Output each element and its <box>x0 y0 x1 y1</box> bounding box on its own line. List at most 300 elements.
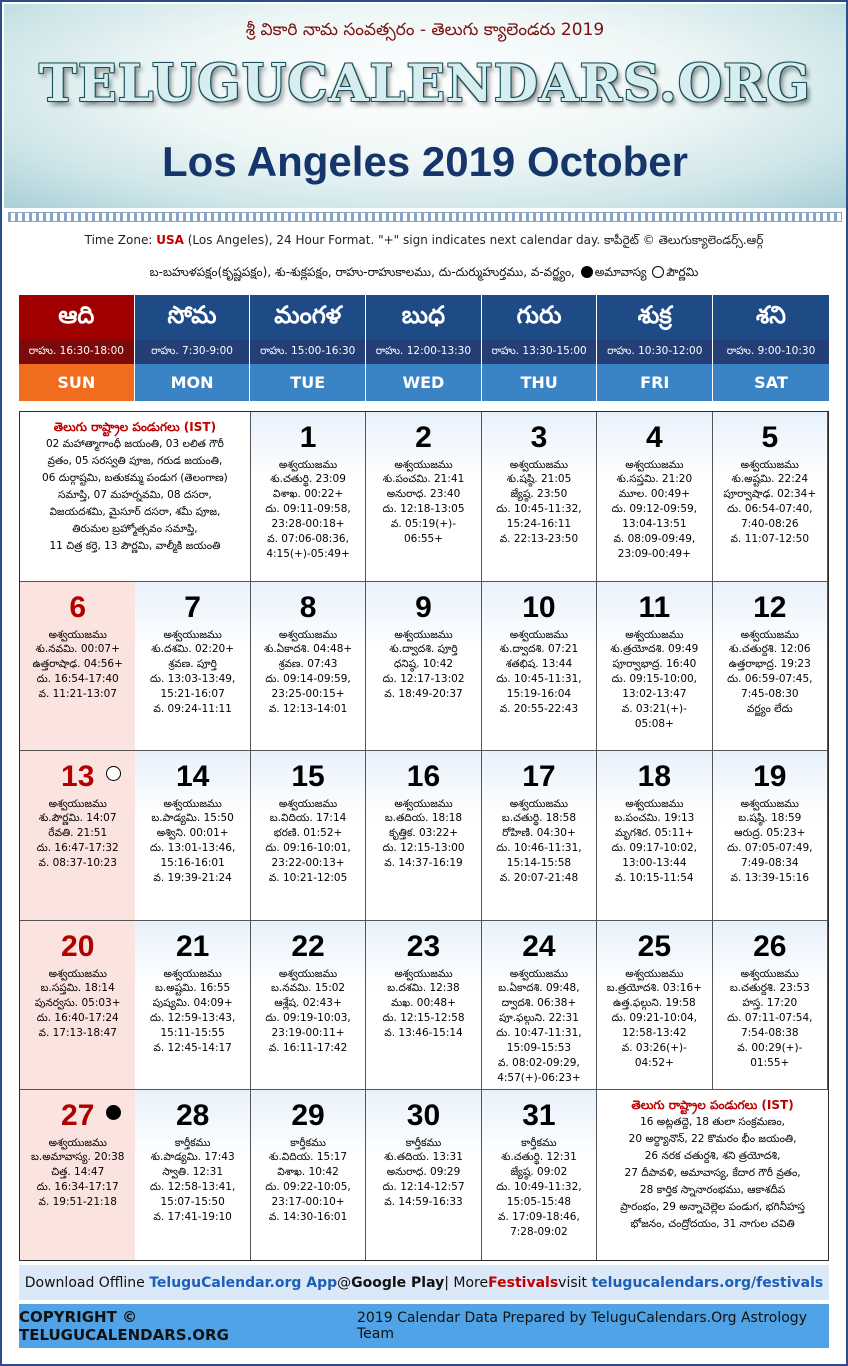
panchang-line: వ. 18:49-20:37 <box>384 687 463 700</box>
panchang-line: దు. 09:22-10:05, <box>265 1181 351 1194</box>
lunar-month: అశ్వయుజము <box>740 459 799 471</box>
date-cell[interactable] <box>713 582 828 752</box>
weekday-header-tue <box>250 295 366 401</box>
abbreviation-legend <box>2 265 846 282</box>
weekday-telugu: సోమ <box>135 295 250 340</box>
panchang-line: 01:55+ <box>750 1056 790 1069</box>
date-number: 20 <box>61 929 95 963</box>
date-number: 22 <box>291 929 325 963</box>
download-bar <box>19 1265 829 1300</box>
weekday-header-row <box>19 295 829 401</box>
panchang-line: 4:15(+)-05:49+ <box>266 548 350 560</box>
panchang-line: రోహిణి. 04:30+ <box>502 827 576 840</box>
date-number: 25 <box>637 929 672 963</box>
download-text: Download Offline <box>24 1274 145 1291</box>
panchang-line: శు.ఏకాదశి. 04:48+ <box>263 642 353 655</box>
panchang-line: దు. 12:15-13:00 <box>382 842 465 855</box>
panchang-line: శు.అష్టమి. 22:24 <box>731 473 809 485</box>
panchang-line: వ. 07:06-08:36, <box>267 533 349 545</box>
date-cell[interactable] <box>597 412 712 582</box>
date-number: 10 <box>522 590 556 624</box>
panchang-line: బ.షష్ఠి. 18:59 <box>738 812 802 825</box>
panchang-line: వ. 14:37-16:19 <box>384 857 463 870</box>
lunar-month: అశ్వయుజము <box>625 967 684 980</box>
panchang-line: బ.తదియ. 18:18 <box>384 812 463 825</box>
timezone-country: USA <box>156 233 184 247</box>
lunar-month: అశ్వయుజము <box>625 628 684 641</box>
panchang-line: శు.ద్వాదశి. 07:21 <box>499 642 579 655</box>
weekday-rahu: రాహు. 15:00-16:30 <box>250 340 365 364</box>
panchang-line: శు.సప్తమి. 21:20 <box>616 473 693 485</box>
panchang-line: వ. 08:02-09:29, <box>498 1056 580 1069</box>
date-cell[interactable] <box>251 751 366 921</box>
weekday-rahu: రాహు. 16:30-18:00 <box>19 340 134 364</box>
panchang-line: పునర్వసు. 05:03+ <box>34 996 121 1009</box>
panchang-line: స్వాతి. 12:31 <box>162 1166 224 1179</box>
weekday-english: FRI <box>597 364 712 401</box>
festival-box <box>20 412 250 561</box>
panchang-line: దు. 12:17-13:02 <box>382 672 465 685</box>
panchang-line: 15:16-16:01 <box>160 857 225 870</box>
festival-list-top <box>20 412 251 582</box>
panchang-line: దు. 06:54-07:40, <box>727 503 813 515</box>
lunar-month: అశ్వయుజము <box>278 967 338 980</box>
festival-line: 06 దుర్గాష్టమి, బతుకమ్మ పండుగ (తెలంగాణ) <box>42 472 228 484</box>
panchang-line: బ.నవమి. 15:02 <box>271 981 346 994</box>
panchang-line: బ.విదియ. 17:14 <box>269 812 347 825</box>
lunar-month: అశ్వయుజము <box>394 459 453 471</box>
weekday-telugu: శుక్ర <box>597 295 712 340</box>
lunar-month: అశ్వయుజము <box>278 628 338 641</box>
panchang-line: 06:55+ <box>403 533 444 545</box>
panchang-line: వ. 03:26(+)- <box>621 1041 687 1054</box>
panchang-line: బ.పాడ్యమి. 15:50 <box>151 812 234 825</box>
festival-title: తెలుగు రాష్ట్రాల పండుగలు (IST) <box>53 420 217 434</box>
panchang-line: 7:54-08:38 <box>740 1026 799 1039</box>
date-cell[interactable] <box>482 582 597 752</box>
legend-full-moon: పౌర్ణమి <box>666 265 699 279</box>
date-number: 23 <box>406 929 441 963</box>
lunar-month: కార్తీకము <box>405 1137 442 1150</box>
date-cell[interactable] <box>135 1090 250 1260</box>
panchang-line: వ. 13:39-15:16 <box>730 872 809 885</box>
date-number: 5 <box>761 421 779 454</box>
date-cell[interactable] <box>366 1090 481 1260</box>
panchang-line: వ. 17:09-18:46, <box>498 1211 580 1224</box>
panchang-line: దు. 10:49-11:32, <box>496 1181 582 1194</box>
lunar-month: అశ్వయుజము <box>394 798 453 811</box>
panchang-line: 7:45-08:30 <box>740 687 799 700</box>
panchang-line: శ్రవణ. 07:43 <box>278 657 338 670</box>
lunar-month: అశ్వయుజము <box>48 1137 107 1150</box>
date-cell[interactable] <box>135 751 250 921</box>
lunar-month: కార్తీకము <box>174 1137 211 1150</box>
panchang-line: శ్రవణ. పూర్తి <box>168 657 217 670</box>
panchang-line: దు. 09:19-10:03, <box>265 1011 351 1024</box>
new-moon-icon <box>581 266 593 278</box>
date-number: 27 <box>61 1099 95 1133</box>
panchang-line: వ. 16:11-17:42 <box>268 1041 348 1054</box>
festival-line: 16 అట్లతద్దె, 18 తులా సంక్రమణం, <box>640 1116 786 1129</box>
festivals-link[interactable]: Festivals <box>488 1274 559 1291</box>
panchang-line: అనురాధ. 09:29 <box>386 1166 461 1179</box>
lunar-month: అశ్వయుజము <box>740 628 799 641</box>
year-line: శ్రీ వికారి నామ సంవత్సరం - తెలుగు క్యాలెండరు 2019 <box>245 20 605 40</box>
panchang-line: శు.పంచమి. 21:41 <box>382 473 465 485</box>
date-cell[interactable] <box>366 751 481 921</box>
panchang-line: వ. 08:37-10:23 <box>38 857 117 870</box>
date-number: 7 <box>184 590 201 624</box>
panchang-line: వ. 19:51-21:18 <box>38 1196 117 1209</box>
panchang-line: దు. 10:46-11:31, <box>496 842 582 855</box>
panchang-line: 15:11-15:55 <box>160 1026 225 1039</box>
panchang-line: దు. 10:45-11:31, <box>496 672 582 685</box>
panchang-line: వ. 19:39-21:24 <box>153 872 232 885</box>
weekday-telugu: మంగళ <box>250 295 365 340</box>
panchang-line: వ. 17:41-19:10 <box>153 1211 232 1224</box>
full-moon-icon <box>652 266 664 278</box>
panchang-line: పూర్వాభాద్ర. 16:40 <box>612 657 697 670</box>
lunar-month: అశ్వయుజము <box>509 798 569 811</box>
date-cell[interactable] <box>366 582 481 752</box>
weekday-header-thu <box>482 295 598 401</box>
panchang-line: అనురాధ. 23:40 <box>386 488 461 500</box>
panchang-line: బ.అష్టమి. 16:55 <box>155 981 231 994</box>
timezone-rest: (Los Angeles), 24 Hour Format. "+" sign indicates next calendar day. కాపీరైట్ © తెలుగుక్యాలెండర్స్.ఆర్గ్ <box>183 233 764 247</box>
date-cell[interactable] <box>20 751 135 921</box>
panchang-line: మఖ. 00:48+ <box>391 996 456 1009</box>
panchang-line: దు. 06:59-07:45, <box>727 672 813 685</box>
weekday-header-sat <box>713 295 829 401</box>
panchang-line: 12:58-13:42 <box>622 1026 687 1039</box>
panchang-line: ఉత్తరాషాఢ. 04:56+ <box>32 657 123 670</box>
date-number: 26 <box>753 929 787 963</box>
weekday-rahu: రాహు. 10:30-12:00 <box>597 340 712 364</box>
prepared-by-text: 2019 Calendar Data Prepared by TeluguCalendars.Org Astrology Team <box>357 1310 807 1342</box>
copyright-bar <box>19 1304 829 1348</box>
lunar-month: అశ్వయుజము <box>278 798 338 811</box>
panchang-line: 15:05-15:48 <box>506 1196 572 1209</box>
panchang-line: శు.దశమి. 02:20+ <box>151 642 235 655</box>
visit-text: visit <box>558 1274 588 1291</box>
panchang-line: శు.ద్వాదశి. పూర్తి <box>389 642 458 655</box>
decorative-divider <box>8 212 842 222</box>
festival-box <box>597 1090 828 1239</box>
lunar-month: అశ్వయుజము <box>163 628 222 641</box>
date-cell[interactable] <box>597 582 712 752</box>
panchang-line: దు. 12:58-13:41, <box>149 1181 236 1194</box>
page-title: Los Angeles 2019 October <box>162 138 688 185</box>
panchang-line: శు.నవమి. 00:07+ <box>35 642 120 655</box>
panchang-line: 7:40-08:26 <box>740 518 799 530</box>
festival-line: 28 కార్తిక స్నానారంభము, ఆకాశదీప <box>639 1184 786 1197</box>
panchang-line: హస్త. 17:20 <box>742 996 798 1009</box>
panchang-line: అశ్విని. 00:01+ <box>156 827 229 840</box>
panchang-line: పూ.ఫల్గుని. 22:31 <box>498 1011 579 1024</box>
festival-line: 26 నరక చతుర్దశి, శని త్రయోదశి, <box>644 1150 781 1163</box>
lunar-month: అశ్వయుజము <box>278 459 338 471</box>
lunar-month: అశ్వయుజము <box>394 967 453 980</box>
weekday-rahu: రాహు. 9:00-10:30 <box>713 340 829 364</box>
panchang-line: విశాఖ. 10:42 <box>277 1166 339 1179</box>
lunar-month: అశ్వయుజము <box>48 628 107 641</box>
date-number: 24 <box>522 929 556 963</box>
panchang-line: పుష్యమి. 04:09+ <box>152 996 233 1009</box>
panchang-line: దు. 10:45-11:32, <box>496 503 582 515</box>
panchang-line: దు. 09:16-10:01, <box>265 842 351 855</box>
date-number: 21 <box>175 929 210 963</box>
panchang-line: బ.పంచమి. 19:13 <box>614 812 695 825</box>
festival-line: వ్రతం, 05 సరస్వతి పూజ, గరుడ జయంతి, <box>47 455 223 467</box>
festivals-url-link[interactable]: telugucalendars.org/festivals <box>591 1274 824 1291</box>
panchang-line: దు. 12:14-12:57 <box>382 1181 465 1194</box>
panchang-line: దు. 10:47-11:31, <box>496 1026 582 1039</box>
panchang-line: 7:28-09:02 <box>510 1226 568 1239</box>
lunar-month: అశ్వయుజము <box>163 967 222 980</box>
panchang-line: వ. 08:09-09:49, <box>613 533 696 545</box>
lunar-month: అశ్వయుజము <box>163 798 222 811</box>
panchang-line: బ.సప్తమి. 18:14 <box>40 981 115 994</box>
panchang-line: జ్యేష్ఠ. 09:02 <box>510 1166 568 1179</box>
timezone-prefix: Time Zone: <box>84 233 157 247</box>
panchang-line: దు. 09:15-10:00, <box>611 672 698 685</box>
date-cell[interactable] <box>20 921 135 1091</box>
panchang-line: జ్యేష్ఠ. 23:50 <box>510 488 568 500</box>
lunar-month: అశ్వయుజము <box>625 798 684 811</box>
festival-line: సమాప్తి, 07 మహర్నవమి, 08 దసరా, <box>57 489 212 501</box>
panchang-line: దు. 09:21-10:04, <box>611 1011 698 1024</box>
lunar-month: కార్తీకము <box>290 1137 326 1150</box>
panchang-line: దు. 09:14-09:59, <box>265 672 351 685</box>
panchang-line: దు. 13:01-13:46, <box>149 842 236 855</box>
panchang-line: 15:21-16:07 <box>160 687 225 700</box>
panchang-line: 4:57(+)-06:23+ <box>497 1071 581 1084</box>
date-number: 2 <box>415 421 432 454</box>
panchang-line: దు. 12:15-12:58 <box>382 1011 465 1024</box>
date-number: 19 <box>753 760 787 794</box>
legend-new-moon: అమావాస్య <box>594 265 647 279</box>
date-cell[interactable] <box>597 921 712 1091</box>
panchang-line: బ.ఏకాదశి. 09:48, <box>498 981 580 994</box>
panchang-line: వ. 22:13-23:50 <box>499 533 579 545</box>
panchang-line: 13:00-13:44 <box>622 857 687 870</box>
date-cell[interactable] <box>251 582 366 752</box>
panchang-line: 23:28-00:18+ <box>271 518 345 530</box>
lunar-month: అశ్వయుజము <box>740 798 799 811</box>
panchang-line: వ. 10:15-11:54 <box>615 872 694 885</box>
date-number: 18 <box>637 760 672 794</box>
lunar-month: అశ్వయుజము <box>394 628 453 641</box>
panchang-line: 13:04-13:51 <box>622 518 687 530</box>
date-cell[interactable] <box>713 412 828 582</box>
weekday-telugu: గురు <box>482 295 597 340</box>
legend-text: బ-బహుళపక్షం(కృష్ణపక్షం), శు-శుక్లపక్షం, రాహు-రాహుకాలము, దు-దుర్ముహుర్తము, వ-వర్జ్యం, <box>149 265 575 279</box>
date-cell[interactable] <box>713 921 828 1091</box>
date-cell[interactable] <box>251 921 366 1091</box>
weekday-english: WED <box>366 364 481 401</box>
panchang-line: వ. 13:46-15:14 <box>384 1026 463 1039</box>
date-cell[interactable] <box>251 1090 366 1260</box>
date-number: 14 <box>175 760 210 794</box>
panchang-line: 23:09-00:49+ <box>617 548 691 560</box>
date-number: 15 <box>291 760 325 794</box>
panchang-line: దు. 16:54-17:40 <box>36 672 119 685</box>
date-number: 28 <box>175 1099 210 1133</box>
panchang-line: రేవతి. 21:51 <box>48 827 108 840</box>
site-logo[interactable]: TELUGUCALENDARS.ORG <box>38 54 812 114</box>
panchang-line: 05:08+ <box>634 717 674 730</box>
festival-line: 02 మహాత్మాగాంధీ జయంతి, 03 లలిత గౌరీ <box>45 438 224 450</box>
panchang-line: వ. 11:07-12:50 <box>730 533 809 545</box>
panchang-line: బ.చతుర్థి. 18:58 <box>501 812 576 825</box>
panchang-line: 23:25-00:15+ <box>271 687 345 700</box>
date-number: 11 <box>638 590 671 624</box>
panchang-line: ఉత్త.ఫల్గుని. 19:58 <box>612 996 696 1009</box>
date-number: 31 <box>522 1099 556 1133</box>
panchang-line: దు. 07:05-07:49, <box>727 842 813 855</box>
panchang-line: ధనిష్ఠ. 10:42 <box>393 657 454 670</box>
panchang-line: 15:19-16:04 <box>506 687 572 700</box>
date-number: 30 <box>406 1099 441 1133</box>
weekday-rahu: రాహు. 12:00-13:30 <box>366 340 481 364</box>
date-cell[interactable] <box>482 921 597 1091</box>
panchang-line: 15:14-15:58 <box>506 857 572 870</box>
weekday-english: SUN <box>19 364 134 401</box>
lunar-month: కార్తీకము <box>521 1137 557 1150</box>
festival-line: విజయదశమి, మైసూర్ దసరా, శమీ పూజ, <box>49 506 221 518</box>
weekday-telugu: బుధ <box>366 295 481 340</box>
weekday-header-sun <box>19 295 135 401</box>
panchang-line: దు. 16:34-17:17 <box>36 1181 119 1194</box>
festival-list-bottom <box>597 1090 828 1260</box>
weekday-english: SAT <box>713 364 829 401</box>
panchang-line: వ. 12:13-14:01 <box>268 702 348 715</box>
lunar-month: అశ్వయుజము <box>625 459 684 471</box>
date-cell[interactable] <box>251 412 366 582</box>
panchang-line: ఉత్తరాభాద్ర. 19:23 <box>728 657 811 670</box>
date-cell[interactable] <box>20 1090 135 1260</box>
panchang-line: 15:24-16:11 <box>506 518 572 530</box>
panchang-line: వ. 11:21-13:07 <box>38 687 117 700</box>
panchang-line: బ.దశమి. 12:38 <box>387 981 460 994</box>
panchang-line: భరణి. 01:52+ <box>273 827 343 840</box>
festival-line: 27 దీపావళి, అమావాస్య, కేదార గౌరీ వ్రతం, <box>624 1167 801 1180</box>
date-cell[interactable] <box>482 412 597 582</box>
calendar-grid <box>19 411 829 1261</box>
panchang-line: ద్వాదశి. 06:38+ <box>501 996 577 1009</box>
panchang-line: వ. 10:21-12:05 <box>268 872 348 885</box>
date-cell[interactable] <box>135 921 250 1091</box>
panchang-line: ఆరుద్ర. 05:23+ <box>734 827 806 840</box>
panchang-line: దు. 16:40-17:24 <box>36 1011 119 1024</box>
panchang-line: మూల. 00:49+ <box>618 488 690 500</box>
panchang-line: 04:52+ <box>634 1056 674 1069</box>
panchang-line: దు. 16:47-17:32 <box>36 842 119 855</box>
date-number: 13 <box>61 760 95 794</box>
panchang-line: వ. 20:55-22:43 <box>499 702 579 715</box>
panchang-line: 23:19-00:11+ <box>271 1026 345 1039</box>
festival-line: తిరుమల బ్రహ్మోత్సవం సమాప్తి, <box>72 523 198 535</box>
panchang-line: 15:09-15:53 <box>506 1041 572 1054</box>
app-link[interactable]: TeluguCalendar.org App <box>149 1274 338 1291</box>
panchang-line: విశాఖ. 00:22+ <box>272 488 344 500</box>
date-cell[interactable] <box>597 751 712 921</box>
panchang-line: వ. 14:30-16:01 <box>268 1211 348 1224</box>
panchang-line: 23:22-00:13+ <box>271 857 345 870</box>
timezone-note <box>2 233 846 250</box>
panchang-line: 23:17-00:10+ <box>271 1196 345 1209</box>
panchang-line: దు. 12:59-13:43, <box>149 1011 236 1024</box>
panchang-line: దు. 07:11-07:54, <box>727 1011 813 1024</box>
panchang-line: మృగశిర. 05:11+ <box>614 827 694 840</box>
panchang-line: శు.చతుర్థి. 23:09 <box>270 473 346 485</box>
panchang-line: బ.త్రయోదశి. 03:16+ <box>606 981 702 994</box>
panchang-line: శు.విదియ. 15:17 <box>269 1151 348 1164</box>
panchang-line: శు.చతుర్దశి. 12:06 <box>729 642 811 655</box>
panchang-line: చిత్త. 14:47 <box>51 1166 105 1179</box>
lunar-month: అశ్వయుజము <box>48 798 107 811</box>
date-cell[interactable] <box>20 582 135 752</box>
lunar-month: అశ్వయుజము <box>48 967 107 980</box>
panchang-line: వ. 00:29(+)- <box>737 1041 803 1054</box>
panchang-line: శు.త్రయోదశి. 09:49 <box>610 642 699 655</box>
panchang-line: వ. 05:19(+)- <box>390 518 457 530</box>
date-number: 17 <box>522 760 556 794</box>
panchang-line: దు. 12:18-13:05 <box>382 503 465 515</box>
date-cell[interactable] <box>135 582 250 752</box>
weekday-header-fri <box>597 295 713 401</box>
panchang-line: శు.చతుర్థి. 12:31 <box>501 1151 577 1164</box>
lunar-month: అశ్వయుజము <box>509 459 569 471</box>
date-number: 6 <box>69 590 87 624</box>
panchang-line: శు.షష్ఠి. 21:05 <box>506 473 572 485</box>
panchang-line: శు.పౌర్ణమి. 14:07 <box>38 812 117 825</box>
panchang-line: వ. 09:24-11:11 <box>153 702 232 715</box>
date-cell[interactable] <box>366 921 481 1091</box>
date-cell[interactable] <box>366 412 481 582</box>
festival-line: 11 చిత్ర కర్తె, 13 పౌర్ణమి, వాల్మీకి జయంతి <box>49 540 221 552</box>
festival-line: ప్రారంభం, 29 అన్నాచెల్లెల పండుగ, భగినీహస్త <box>620 1201 805 1214</box>
date-number: 4 <box>646 421 663 454</box>
weekday-english: THU <box>482 364 597 401</box>
panchang-line: దు. 09:11-09:58, <box>265 503 351 515</box>
header-banner <box>4 4 846 208</box>
panchang-line: కృత్తిక. 03:22+ <box>388 827 459 840</box>
copyright-text: COPYRIGHT © TELUGUCALENDARS.ORG <box>19 1308 229 1344</box>
google-play-link[interactable]: Google Play <box>351 1274 445 1291</box>
date-cell[interactable] <box>482 751 597 921</box>
panchang-line: 13:02-13:47 <box>622 687 687 700</box>
panchang-line: వ. 03:21(+)- <box>621 702 687 715</box>
panchang-line: వ. 20:07-21:48 <box>499 872 579 885</box>
panchang-line: శు.తదియ. 13:31 <box>384 1151 463 1164</box>
lunar-month: అశ్వయుజము <box>740 967 799 980</box>
date-number: 8 <box>299 590 317 624</box>
date-cell[interactable] <box>713 751 828 921</box>
lunar-month: అశ్వయుజము <box>509 628 569 641</box>
weekday-header-mon <box>135 295 251 401</box>
weekday-english: TUE <box>250 364 365 401</box>
panchang-line: శతభిష. 13:44 <box>505 657 573 670</box>
date-number: 3 <box>530 421 548 454</box>
festival-title: తెలుగు రాష్ట్రాల పండుగలు (IST) <box>631 1098 794 1113</box>
panchang-line: దు. 09:12-09:59, <box>611 503 698 515</box>
panchang-line: వ. 12:45-14:17 <box>153 1041 232 1054</box>
date-cell[interactable] <box>482 1090 597 1260</box>
date-number: 16 <box>406 760 441 794</box>
panchang-line: పూర్వాషాఢ. 02:34+ <box>723 488 817 500</box>
panchang-line: వర్జ్యం లేదు <box>746 702 793 715</box>
